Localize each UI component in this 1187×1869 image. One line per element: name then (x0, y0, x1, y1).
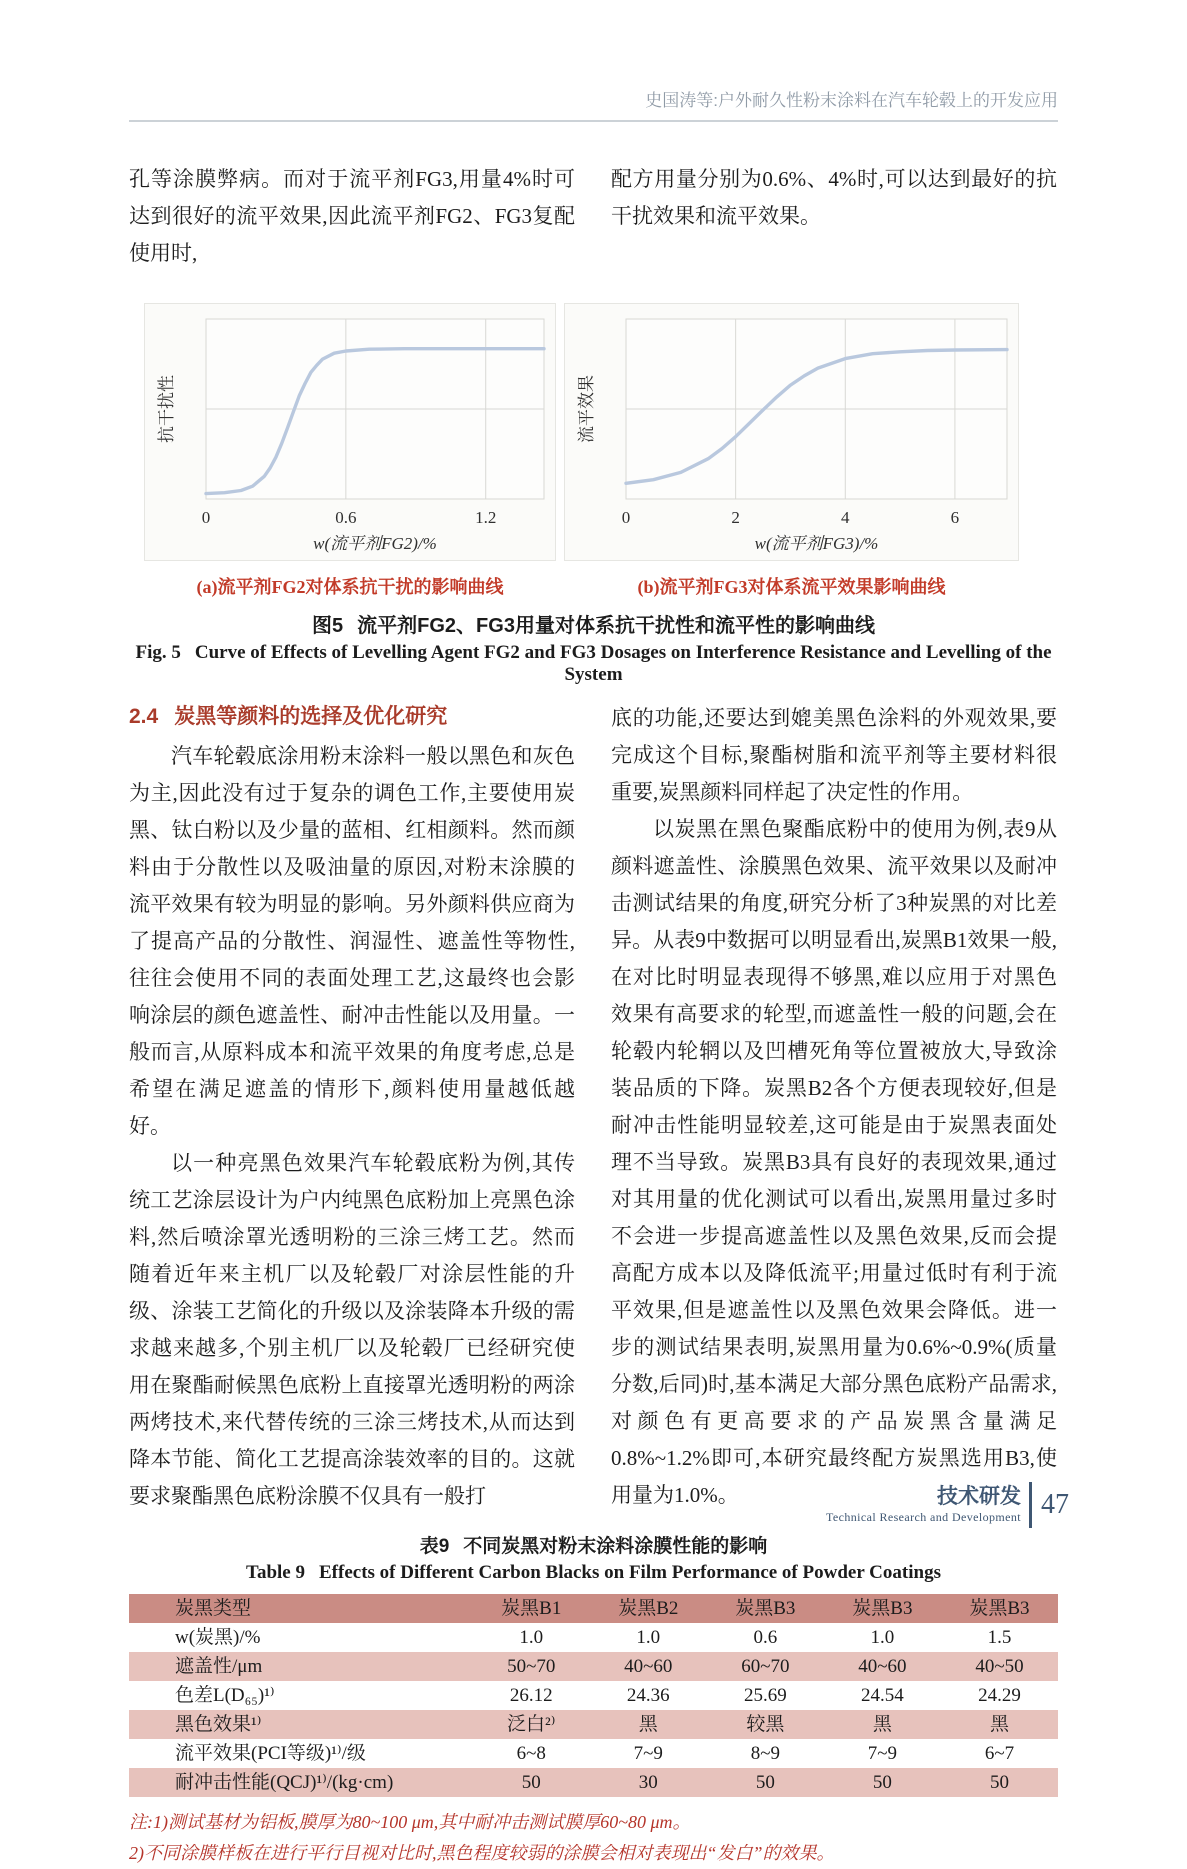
figure5-charts (144, 303, 1058, 599)
x-tick-label: 0.6 (335, 508, 357, 527)
note-line: 注:1)测试基材为铝板,膜厚为80~100 μm,其中耐冲击测试膜厚60~80 μm。 (129, 1812, 691, 1832)
figure5-caption-en-text: Curve of Effects of Levelling Agent FG2 and FG3 Dosages on Interference Resistance and Levelling of the System (194, 642, 1052, 685)
footer-title-cn: 技术研发 (937, 1484, 1021, 1508)
table-row (129, 1681, 1058, 1710)
paragraph: 底的功能,还要达到媲美黑色涂料的外观效果,要完成这个目标,聚酯树脂和流平剂等主要材料很重要,炭黑颜料同样起了决定性的作用。 (611, 706, 1057, 804)
figure5-caption-en (129, 642, 1058, 686)
table-row (129, 1710, 1058, 1739)
x-tick-label: 1.2 (475, 508, 497, 527)
chart-a-box (144, 303, 556, 561)
table-cell: 6~7 (984, 1743, 1015, 1764)
x-axis-label: w(流平剂FG2)/% (313, 534, 437, 553)
body-left-column (129, 700, 575, 1515)
table-header-cell: 炭黑B3 (969, 1598, 1030, 1619)
table-cell: 30 (638, 1772, 658, 1793)
table-row (129, 1768, 1058, 1797)
table-cell: 24.54 (861, 1685, 904, 1706)
table-cell: 黑 (872, 1714, 892, 1735)
table-cell: 黑 (989, 1714, 1009, 1735)
intro-right-paragraph: 配方用量分别为0.6%、4%时,可以达到最好的抗干扰效果和流平效果。 (611, 167, 1057, 228)
table-row-label: 流平效果(PCI等级)¹⁾/级 (175, 1743, 366, 1764)
figure5-caption-en-label: Fig. 5 (135, 642, 181, 663)
intro-paragraphs (129, 140, 1058, 293)
table-row (129, 1652, 1058, 1681)
footer-divider (1029, 1482, 1032, 1528)
x-tick-label: 6 (950, 508, 960, 527)
section-title: 炭黑等颜料的选择及优化研究 (174, 705, 448, 728)
table-row-label: 耐冲击性能(QCJ)¹⁾/(kg·cm) (175, 1772, 394, 1793)
paragraph: 以炭黑在黑色聚酯底粉中的使用为例,表9从颜料遮盖性、涂膜黑色效果、流平效果以及耐冲击测试结果的角度,研究分析了3种炭黑的对比差异。从表9中数据可以明显看出,炭黑B1效果一般,在对比时明显表现得不够黑,难以应用于对黑色效果有高要求的轮型,而遮盖性一般的问题,会在轮毂内轮辋以及凹槽死角等位置被放大,导致涂装品质的下降。炭黑B2各个方便表现较好,但是耐冲击性能明显较差,这可能是由于炭黑表面处理不当导致。炭黑B3具有良好的表现效果,通过对其用量的优化测试可以看出,炭黑用量过多时不会进一步提高遮盖性以及黑色效果,反而会提高配方成本以及降低流平;用量过低时有利于流平效果,但是遮盖性以及黑色效果会降低。进一步的测试结果表明,炭黑用量为0.6%~0.9%(质量分数,后同)时,基本满足大部分黑色底粉产品需求,对颜色有更高要求的产品炭黑含量满足0.8%~1.2%即可,本研究最终配方炭黑选用B3,使用量为1.0%。 (611, 817, 1057, 1507)
footer-title-en: Technical Research and Development (825, 1509, 1021, 1524)
chart-a-column (144, 303, 556, 599)
table-row-label: 色差L(D₆₅)¹⁾ (175, 1685, 275, 1706)
table-header-cell: 炭黑B1 (501, 1598, 562, 1619)
table-cell: 较黑 (746, 1714, 785, 1735)
table-cell: 24.36 (626, 1685, 670, 1706)
table-cell: 40~60 (858, 1656, 907, 1677)
table-header-cell: 炭黑B2 (618, 1598, 679, 1619)
table9 (129, 1594, 1058, 1797)
figure5-caption-cn-text: 流平剂FG2、FG3用量对体系抗干扰性和流平性的影响曲线 (357, 615, 875, 637)
table-cell: 50 (872, 1772, 892, 1793)
table-header-row (129, 1594, 1058, 1623)
table-cell: 60~70 (741, 1656, 790, 1677)
table-cell: 40~60 (624, 1656, 673, 1677)
y-axis-label: 流平效果 (577, 375, 596, 443)
x-tick-label: 0 (621, 508, 631, 527)
table-cell: 50 (989, 1772, 1009, 1793)
table9-section (129, 1531, 1058, 1869)
table9-caption-cn (129, 1531, 1058, 1558)
page-number: 47 (1041, 1489, 1069, 1520)
table9-caption-cn-text: 不同炭黑对粉末涂料涂膜性能的影响 (463, 1536, 768, 1557)
table-row-label: w(炭黑)/% (175, 1627, 261, 1648)
table9-caption-cn-label: 表9 (419, 1536, 450, 1557)
section-number: 2.4 (129, 705, 159, 728)
table-cell: 泛白²⁾ (507, 1714, 556, 1735)
table-cell: 50~70 (507, 1656, 556, 1677)
paragraph: 以一种亮黑色效果汽车轮毂底粉为例,其传统工艺涂层设计为户内纯黑色底粉加上亮黑色涂料,然后喷涂罩光透明粉的三涂三烤工艺。然而随着近年来主机厂以及轮毂厂对涂层性能的升级、涂装工艺简化的升级以及涂装降本升级的需求越来越多,个别主机厂以及轮毂厂已经研究使用在聚酯耐候黑色底粉上直接罩光透明粉的两涂两烤技术,来代替传统的三涂三烤技术,从而达到降本节能、简化工艺提高涂装效率的目的。这就要求聚酯黑色底粉涂膜不仅具有一般打 (129, 1151, 575, 1508)
figure5-caption-cn-label: 图5 (312, 615, 344, 637)
x-tick-label: 4 (841, 508, 850, 527)
table-cell: 50 (755, 1772, 775, 1793)
table-header-cell: 炭黑B3 (735, 1598, 796, 1619)
table-cell: 1.0 (519, 1627, 544, 1648)
table-cell: 1.0 (870, 1627, 895, 1648)
chart-b-box (564, 303, 1019, 561)
footer-text (826, 1486, 1021, 1525)
caption-b: (b)流平剂FG3对体系流平效果影响曲线 (637, 577, 946, 597)
footer (826, 1482, 1069, 1528)
caption-a: (a)流平剂FG2对体系抗干扰的影响曲线 (196, 577, 504, 597)
table-cell: 8~9 (750, 1743, 780, 1764)
table-cell: 7~9 (633, 1743, 663, 1764)
table-cell: 25.69 (743, 1685, 787, 1706)
table-row (129, 1623, 1058, 1652)
body-right-column (611, 700, 1057, 1515)
x-tick-label: 0 (201, 508, 211, 527)
section-heading (129, 700, 575, 734)
table-cell: 1.5 (987, 1627, 1012, 1648)
table-cell: 1.0 (636, 1627, 661, 1648)
table-header-cell: 炭黑类型 (175, 1598, 252, 1619)
x-axis-label: w(流平剂FG3)/% (754, 534, 879, 553)
table-cell: 50 (521, 1772, 541, 1793)
x-tick-label: 2 (731, 508, 740, 527)
table-row (129, 1739, 1058, 1768)
note-line: 2)不同涂膜样板在进行平行目视对比时,黑色程度较弱的涂膜会相对表现出“发白”的效果。 (129, 1843, 835, 1863)
table-cell: 40~50 (975, 1656, 1024, 1677)
y-axis-label: 抗干扰性 (157, 375, 176, 443)
chart-a (148, 307, 552, 557)
table-header-cell: 炭黑B3 (852, 1598, 913, 1619)
table-cell: 24.29 (978, 1685, 1021, 1706)
figure5 (129, 303, 1058, 686)
figure5-caption-cn (129, 609, 1058, 638)
table-row-label: 遮盖性/μm (175, 1656, 263, 1677)
table9-caption-en-label: Table 9 (246, 1562, 305, 1583)
table-cell: 26.12 (509, 1685, 553, 1706)
intro-left-paragraph: 孔等涂膜弊病。而对于流平剂FG3,用量4%时可达到很好的流平效果,因此流平剂FG2、FG3复配使用时, (129, 167, 575, 265)
paragraph: 汽车轮毂底涂用粉末涂料一般以黑色和灰色为主,因此没有过于复杂的调色工作,主要使用炭黑、钛白粉以及少量的蓝相、红相颜料。然而颜料由于分散性以及吸油量的原因,对粉末涂膜的流平效果有较为明显的影响。另外颜料供应商为了提高产品的分散性、润湿性、遮盖性等物性,往往会使用不同的表面处理工艺,这最终也会影响涂层的颜色遮盖性、耐冲击性能以及用量。一般而言,从原料成本和流平效果的角度考虑,总是希望在满足遮盖的情形下,颜料使用量越低越好。 (129, 744, 575, 1138)
table9-caption-en (129, 1562, 1058, 1584)
chart-b-column (564, 303, 1019, 599)
body-columns (129, 700, 1058, 1515)
running-head: 史国涛等:户外耐久性粉末涂料在汽车轮毂上的开发应用 (129, 86, 1058, 122)
table-row-label: 黑色效果¹⁾ (175, 1714, 262, 1735)
table-notes (129, 1807, 1058, 1869)
table-cell: 黑 (638, 1714, 658, 1735)
table-cell: 7~9 (867, 1743, 898, 1764)
table9-caption-en-text: Effects of Different Carbon Blacks on Film Performance of Powder Coatings (319, 1562, 941, 1583)
chart-b (568, 307, 1015, 557)
table-cell: 0.6 (753, 1627, 778, 1648)
table-cell: 6~8 (516, 1743, 546, 1764)
